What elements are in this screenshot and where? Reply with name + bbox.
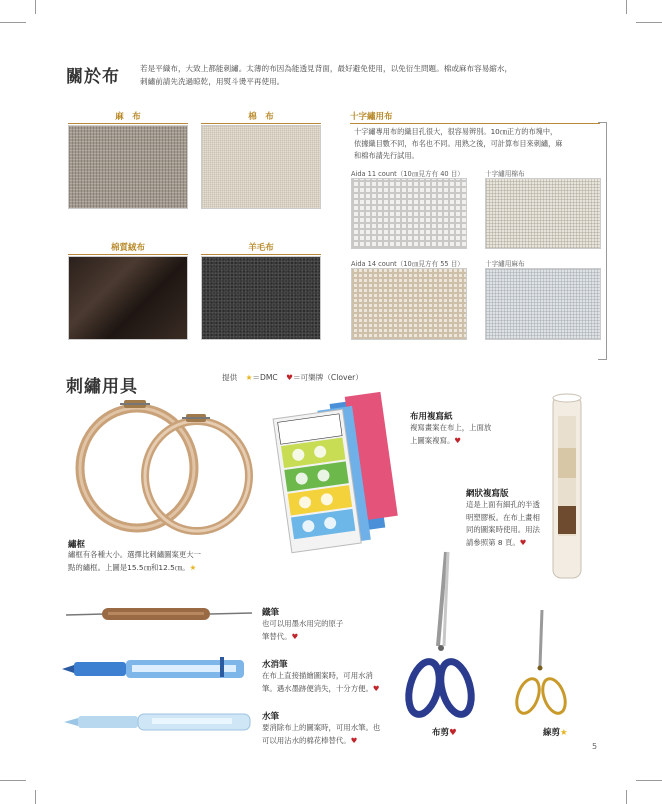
crop-mark	[636, 22, 662, 23]
embroidery-hoop-image	[62, 390, 262, 540]
thread-scissors-image	[514, 608, 568, 720]
cross-stitch-title: 十字繡用布	[350, 112, 393, 122]
section-title-fabric: 關於布	[66, 67, 120, 87]
provider-label: 提供	[222, 373, 238, 382]
tool-desc-water-brush	[262, 722, 402, 747]
swatch-cotton	[201, 125, 321, 209]
fabric-scissors-label: 布剪	[432, 728, 450, 738]
heart-icon: ♥	[291, 631, 299, 641]
fabric-intro-line2: 刺繡前請先洗過晾乾，用熨斗燙平再使用。	[140, 77, 285, 86]
tool-name-mesh-sheet: 網狀複寫版	[466, 489, 509, 499]
tool-name-thread-scissors	[543, 726, 568, 738]
star-icon: ★	[560, 728, 568, 738]
pen-desc-line2: 筆。遇水墨跡便消失，十分方便。	[262, 683, 373, 693]
heart-icon: ♥	[286, 373, 293, 382]
label-aida11: Aida 11 count（10㎝見方有 40 目）	[351, 170, 464, 178]
caption-underline	[201, 254, 321, 255]
star-icon: ★	[189, 562, 197, 572]
tool-desc-stylus	[262, 618, 382, 643]
fabric-intro	[140, 62, 620, 88]
water-erasable-pen-image	[60, 654, 250, 684]
tool-name-water-brush: 水筆	[262, 712, 280, 722]
crop-mark	[626, 790, 627, 804]
crop-mark	[35, 790, 36, 804]
bracket-top	[598, 122, 606, 123]
caption-underline	[68, 123, 188, 124]
mesh-desc-line3: 同的圖案時使用。用法	[466, 525, 540, 534]
tool-desc-mesh-sheet	[466, 499, 556, 549]
water-brush-image	[62, 708, 252, 738]
heart-icon: ♥	[350, 735, 358, 745]
caption-cotton: 棉 布	[248, 112, 274, 122]
swatch-cross-linen	[485, 268, 601, 340]
tool-desc-hoop	[68, 549, 268, 574]
mesh-desc-line1: 這是上面有細孔的半透	[466, 500, 540, 509]
swatch-wool	[201, 256, 321, 340]
tool-name-hoop: 繡框	[68, 540, 86, 550]
thread-scissors-label: 線剪	[543, 728, 561, 738]
label-aida14: Aida 14 count（10㎝見方有 55 目）	[351, 260, 464, 268]
section-title-tools: 刺繡用具	[66, 377, 138, 397]
provider-dmc: ＝DMC	[252, 373, 278, 382]
cross-stitch-desc-line3: 和棉布請先行試用。	[354, 151, 419, 160]
transfer-paper-image	[272, 388, 412, 563]
tool-name-fabric-scissors	[432, 726, 457, 738]
swatch-aida14	[351, 268, 467, 340]
bracket-bottom	[598, 359, 606, 360]
mesh-desc-line4: 請參照第 8 頁。	[466, 537, 520, 547]
stylus-image	[64, 604, 254, 624]
crop-mark	[0, 22, 26, 23]
cross-stitch-desc	[354, 126, 600, 162]
cross-stitch-desc-line1: 十字繡專用布的織目孔很大，很容易辨別。10㎝正方的布塊中，	[354, 127, 558, 136]
caption-underline	[201, 123, 321, 124]
swatch-velvet	[68, 256, 188, 340]
transfer-desc-line2: 上圖案複寫。	[410, 435, 455, 445]
hoop-desc-line2: 點的繡框。上圖是15.5㎝和12.5㎝。	[68, 562, 190, 572]
star-icon: ★	[245, 373, 253, 382]
fabric-intro-line1: 若是平織布，大致上都能刺繡。太薄的布因為能透見背面，最好避免使用，以免衍生問題。棉或麻布容易縮水，	[140, 64, 513, 73]
swatch-linen	[68, 125, 188, 209]
mesh-sheet-roll-image	[548, 388, 588, 583]
bracket-right	[606, 122, 607, 360]
stylus-desc-line1: 也可以用墨水用完的原子	[262, 619, 344, 628]
crop-mark	[0, 780, 26, 781]
tool-desc-transfer-paper	[410, 422, 530, 447]
tool-name-stylus: 鐵筆	[262, 608, 280, 618]
pen-desc-line1: 在布上直接描繪圖案時，可用水消	[262, 671, 373, 680]
brush-desc-line1: 要消除布上的圖案時，可用水筆。也	[262, 723, 381, 732]
crop-mark	[626, 0, 627, 14]
heart-icon: ♥	[449, 728, 457, 738]
tool-name-transfer-paper: 布用複寫紙	[410, 412, 453, 422]
label-cross-linen: 十字繡用麻布	[485, 260, 525, 268]
heart-icon: ♥	[372, 683, 380, 693]
stylus-desc-line2: 筆替代。	[262, 631, 292, 641]
transfer-desc-line1: 複寫畫案在布上，上面放	[410, 423, 492, 432]
caption-velvet: 棉質絨布	[110, 243, 145, 253]
caption-underline	[68, 254, 188, 255]
caption-linen: 麻 布	[115, 112, 141, 122]
crop-mark	[636, 780, 662, 781]
hoop-desc-line1: 繡框有各種大小。選擇比刺繡圖案更大一	[68, 550, 202, 559]
crop-mark	[35, 0, 36, 14]
provider-legend	[222, 372, 363, 383]
brush-desc-line2: 可以用沾水的棉花棒替代。	[262, 735, 351, 745]
heart-icon: ♥	[454, 435, 461, 445]
swatch-aida11	[351, 178, 467, 249]
swatch-cross-cotton	[485, 178, 601, 249]
tool-name-erasable-pen: 水消筆	[262, 660, 288, 670]
page-number: 5	[592, 742, 598, 751]
label-cross-cotton: 十字繡用棉布	[485, 170, 525, 178]
caption-underline	[350, 123, 600, 124]
provider-clover: ＝可樂牌（Clover）	[292, 373, 363, 382]
heart-icon: ♥	[519, 537, 527, 547]
mesh-desc-line2: 明塑膠板。在布上畫相	[466, 512, 540, 522]
cross-stitch-desc-line2: 依據織目數不同，布名也不同。用熟之後，可計算布目來刺繡，麻	[354, 139, 563, 148]
caption-wool: 羊毛布	[248, 243, 274, 253]
fabric-scissors-image	[402, 548, 482, 728]
tool-desc-erasable-pen	[262, 670, 402, 695]
